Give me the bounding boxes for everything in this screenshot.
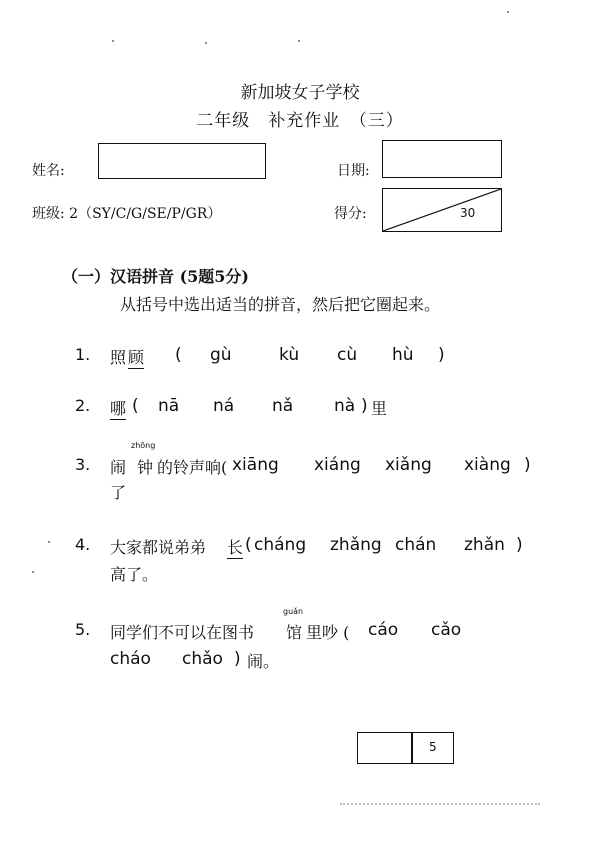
close-paren: ): [438, 345, 445, 365]
pinyin-option[interactable]: zhǎn: [464, 535, 505, 555]
pinyin-option[interactable]: kù: [279, 345, 300, 365]
pinyin-option[interactable]: nà: [334, 396, 356, 416]
pinyin-option[interactable]: xiǎng: [385, 455, 432, 475]
question-text: 照: [110, 348, 127, 367]
scan-speck: [112, 40, 114, 42]
target-character: 长: [227, 535, 243, 559]
pinyin-option[interactable]: cǎo: [431, 620, 462, 640]
close-paren: ): [524, 455, 531, 475]
ruby-character: 钟: [137, 458, 154, 477]
question-number: 2.: [75, 396, 91, 415]
open-paren: (: [245, 535, 252, 555]
scan-speck: [298, 40, 300, 42]
target-character: 哪: [110, 396, 126, 420]
date-label: 日期:: [337, 163, 370, 179]
pinyin-option[interactable]: cù: [337, 345, 358, 365]
scan-speck: [205, 42, 207, 44]
pinyin-option[interactable]: ná: [213, 396, 235, 416]
question-number: 5.: [75, 620, 91, 639]
pinyin-option[interactable]: xiāng: [232, 455, 279, 475]
question-text: 闹: [110, 458, 127, 477]
pinyin-option[interactable]: gù: [210, 345, 232, 365]
school-name: 新加坡女子学校: [240, 83, 360, 103]
score-diagonal-line: [383, 189, 501, 231]
name-field[interactable]: [98, 143, 266, 179]
ruby-pinyin: guǎn: [283, 607, 304, 616]
question-text: 里吵 (: [306, 623, 350, 642]
question-text: 的铃声响(: [157, 458, 228, 477]
pinyin-option[interactable]: nǎ: [272, 396, 294, 416]
class-label: 班级: 2（SY/C/G/SE/P/GR）: [32, 206, 222, 222]
pinyin-option[interactable]: xiàng: [464, 455, 511, 475]
question-number: 3.: [75, 455, 91, 474]
score-total: 30: [460, 206, 476, 220]
name-label: 姓名:: [32, 163, 65, 179]
open-paren: (: [175, 345, 182, 365]
question-number: 1.: [75, 345, 91, 364]
question-text: 同学们不可以在图书: [110, 623, 255, 642]
close-paren: ): [234, 649, 241, 669]
question-text: 大家都说弟弟: [110, 538, 207, 557]
question-text: 高了。: [110, 565, 159, 584]
scan-speck: [507, 11, 509, 13]
ruby-character: 馆: [286, 623, 303, 642]
pinyin-option[interactable]: hù: [392, 345, 414, 365]
scan-speck: [48, 541, 50, 543]
pinyin-option[interactable]: cáo: [368, 620, 399, 640]
section-score-box: [357, 732, 454, 764]
question-number: 4.: [75, 535, 91, 554]
scan-speck: [32, 571, 34, 573]
ruby-pinyin: zhōng: [131, 441, 156, 450]
open-paren: (: [132, 396, 139, 416]
section-title: （一）汉语拼音 (5题5分): [62, 267, 249, 286]
footer-smudge: [340, 803, 540, 805]
pinyin-option[interactable]: chán: [395, 535, 437, 555]
score-field[interactable]: [382, 188, 502, 232]
question-text: 里: [371, 399, 388, 418]
question-text: 了: [110, 483, 127, 502]
target-character: 顾: [128, 345, 144, 369]
pinyin-option[interactable]: zhǎng: [330, 535, 382, 555]
score-box-divider: [411, 733, 413, 763]
pinyin-option[interactable]: chǎo: [182, 649, 223, 669]
pinyin-option[interactable]: cháo: [110, 649, 151, 669]
pinyin-option[interactable]: xiáng: [314, 455, 361, 475]
worksheet-title: 二年级 补充作业 （三）: [196, 111, 404, 131]
pinyin-option[interactable]: nā: [158, 396, 180, 416]
close-paren: ): [361, 396, 368, 416]
section-score-value: 5: [429, 740, 437, 754]
date-field[interactable]: [382, 140, 502, 178]
section-instruction: 从括号中选出适当的拼音，然后把它圈起来。: [120, 295, 441, 314]
pinyin-option[interactable]: cháng: [254, 535, 307, 555]
score-label: 得分:: [334, 206, 367, 222]
close-paren: ): [516, 535, 523, 555]
question-text: 闹。: [247, 652, 280, 671]
